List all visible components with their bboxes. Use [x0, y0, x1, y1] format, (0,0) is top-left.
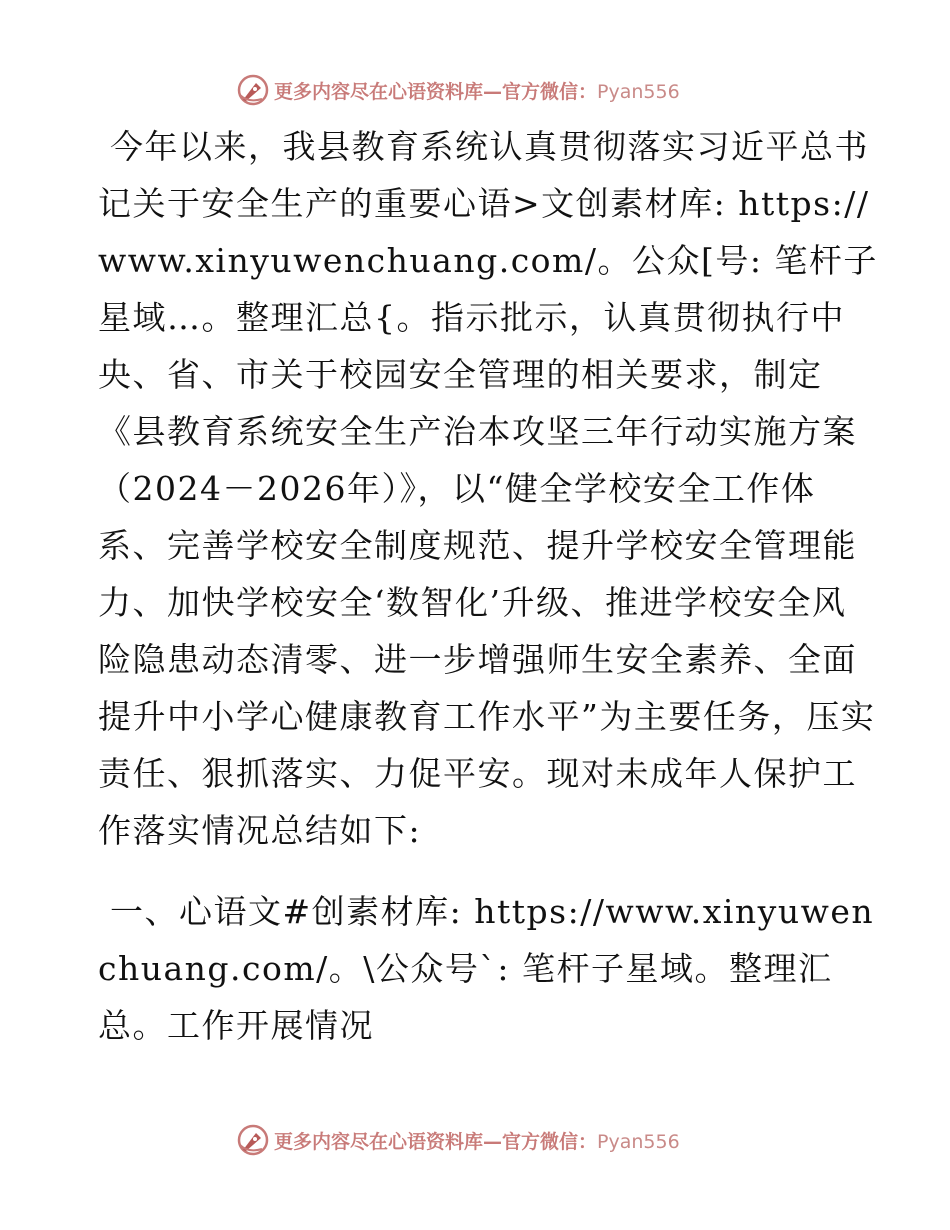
- footer-watermark: [236, 1122, 680, 1158]
- pen-nib-circle-icon: [236, 73, 270, 107]
- pen-nib-circle-icon: [236, 1123, 270, 1157]
- document-body: [98, 118, 878, 1054]
- watermark-id: Pyan556: [597, 1130, 680, 1153]
- watermark-id: Pyan556: [597, 80, 680, 103]
- watermark-text: 更多内容尽在心语资料库—官方微信：Pyan556: [274, 1130, 680, 1153]
- header-watermark: [236, 72, 680, 108]
- section-heading: 一、心语文#创素材库: https://www.xinyuwenchuang.com/。\公众号`: 笔杆子星域。整理汇总。工作开展情况: [98, 892, 875, 1045]
- body-paragraph: 今年以来，我县教育系统认真贯彻落实习近平总书记关于安全生产的重要心语>文创素材库: https://www.xinyuwenchuang.com/。公众[号: 笔杆子星域…。整理汇总{。指示批示，认真贯彻执行中央、省、市关于校园安全管理的相关要求，制定《县教育系统安全生产治本攻坚三年行动实施方案（2024－2026年）》，以“健全学校安全工作体系、完善学校安全制度规范、提升学校安全管理能力、加快学校安全‘数智化’升级、推进学校安全风险隐患动态清零、进一步增强师生安全素养、全面提升中小学心健康教育工作水平”为主要任务，压实责任、狠抓落实、力促平安。现对未成年人保护工作落实情况总结如下:: [98, 127, 878, 850]
- watermark-text: 更多内容尽在心语资料库—官方微信：Pyan556: [274, 80, 680, 103]
